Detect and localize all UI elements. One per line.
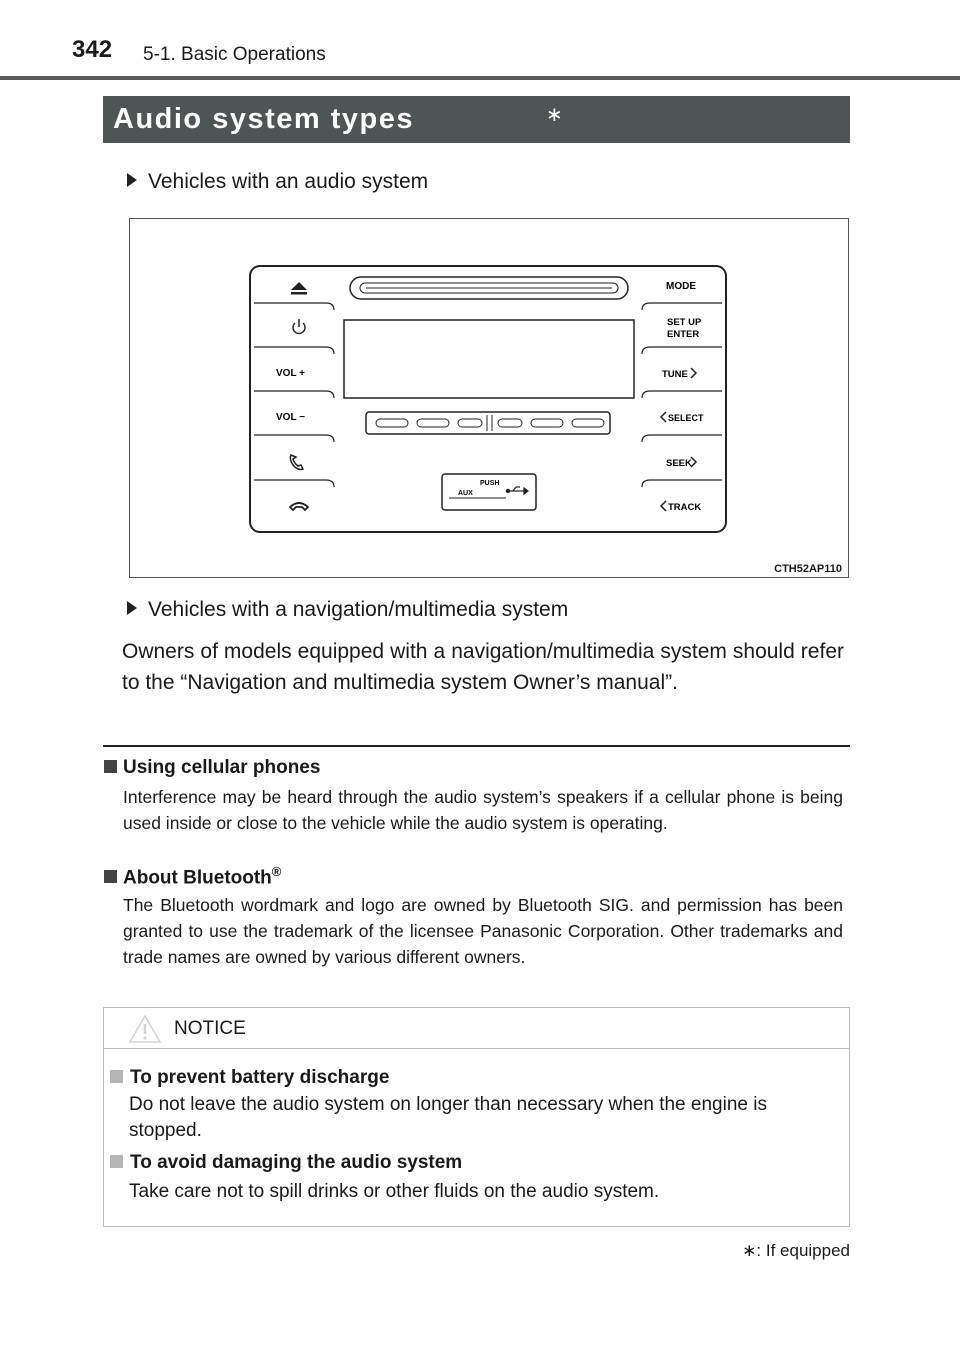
note-text-bluetooth: The Bluetooth wordmark and logo are owned by Bluetooth SIG. and permission has been granted to use the trademark of the licensee Panasonic Corporation. Other trademarks and trade names are owned by various different owners.: [123, 895, 843, 967]
seek-label: SEEK: [666, 458, 692, 469]
item-audio-system: [127, 170, 428, 194]
notice-text-battery: Do not leave the audio system on longer than necessary when the engine is stopped.: [129, 1094, 767, 1141]
notice-heading-battery: To prevent battery discharge: [110, 1067, 389, 1089]
navigation-paragraph: Owners of models equipped with a navigation/multimedia system should refer to the “Navigation and multimedia system Owner’s manual”.: [122, 640, 844, 694]
warning-triangle-icon: [128, 1014, 162, 1044]
item-label: Vehicles with a navigation/multimedia system: [148, 598, 569, 621]
note-heading-cellular: Using cellular phones: [104, 757, 320, 779]
arrow-icon: [127, 173, 137, 187]
note-text-cellular: Interference may be heard through the audio system’s speakers if a cellular phone is being used inside or close to the vehicle while the audio system is operating.: [123, 787, 843, 833]
footnote-text: : If equipped: [756, 1241, 850, 1260]
figure-code: CTH52AP110: [774, 563, 842, 575]
audio-unit-figure: [129, 218, 849, 578]
tune-label: TUNE: [662, 369, 688, 380]
section-title-bar: [103, 96, 850, 143]
item-navigation-system: [127, 598, 568, 622]
select-label: SELECT: [668, 413, 704, 423]
section-divider: [103, 745, 850, 747]
footnote-asterisk: ∗: [742, 1241, 757, 1260]
mode-label: MODE: [666, 281, 696, 292]
enter-label: ENTER: [667, 329, 700, 340]
bullet-square-icon: [104, 760, 117, 773]
note-heading-bluetooth: About Bluetooth®: [104, 864, 281, 889]
header-rule: [0, 76, 960, 80]
bullet-square-icon: [110, 1155, 123, 1168]
notice-label: NOTICE: [174, 1018, 246, 1039]
section-reference: 5-1. Basic Operations: [143, 44, 326, 65]
aux-label: AUX: [458, 490, 473, 497]
bullet-square-icon: [110, 1070, 123, 1083]
bullet-square-icon: [104, 870, 117, 883]
if-equipped-asterisk: ∗: [546, 104, 563, 126]
notice-heading-damage: To avoid damaging the audio system: [110, 1152, 462, 1174]
page-number: 342: [72, 36, 113, 63]
vol-up-label: VOL +: [276, 368, 305, 379]
setup-label: SET UP: [667, 317, 702, 328]
push-label: PUSH: [480, 480, 500, 487]
audio-unit-illustration: [130, 219, 848, 577]
item-label: Vehicles with an audio system: [148, 170, 429, 193]
notice-text-damage: Take care not to spill drinks or other fluids on the audio system.: [129, 1181, 660, 1202]
vol-down-label: VOL −: [276, 412, 305, 423]
footnote: [742, 1241, 850, 1261]
track-label: TRACK: [668, 502, 702, 513]
notice-header: [104, 1008, 849, 1049]
section-title: Audio system types: [113, 103, 414, 135]
arrow-icon: [127, 601, 137, 615]
notice-box: [103, 1007, 850, 1227]
